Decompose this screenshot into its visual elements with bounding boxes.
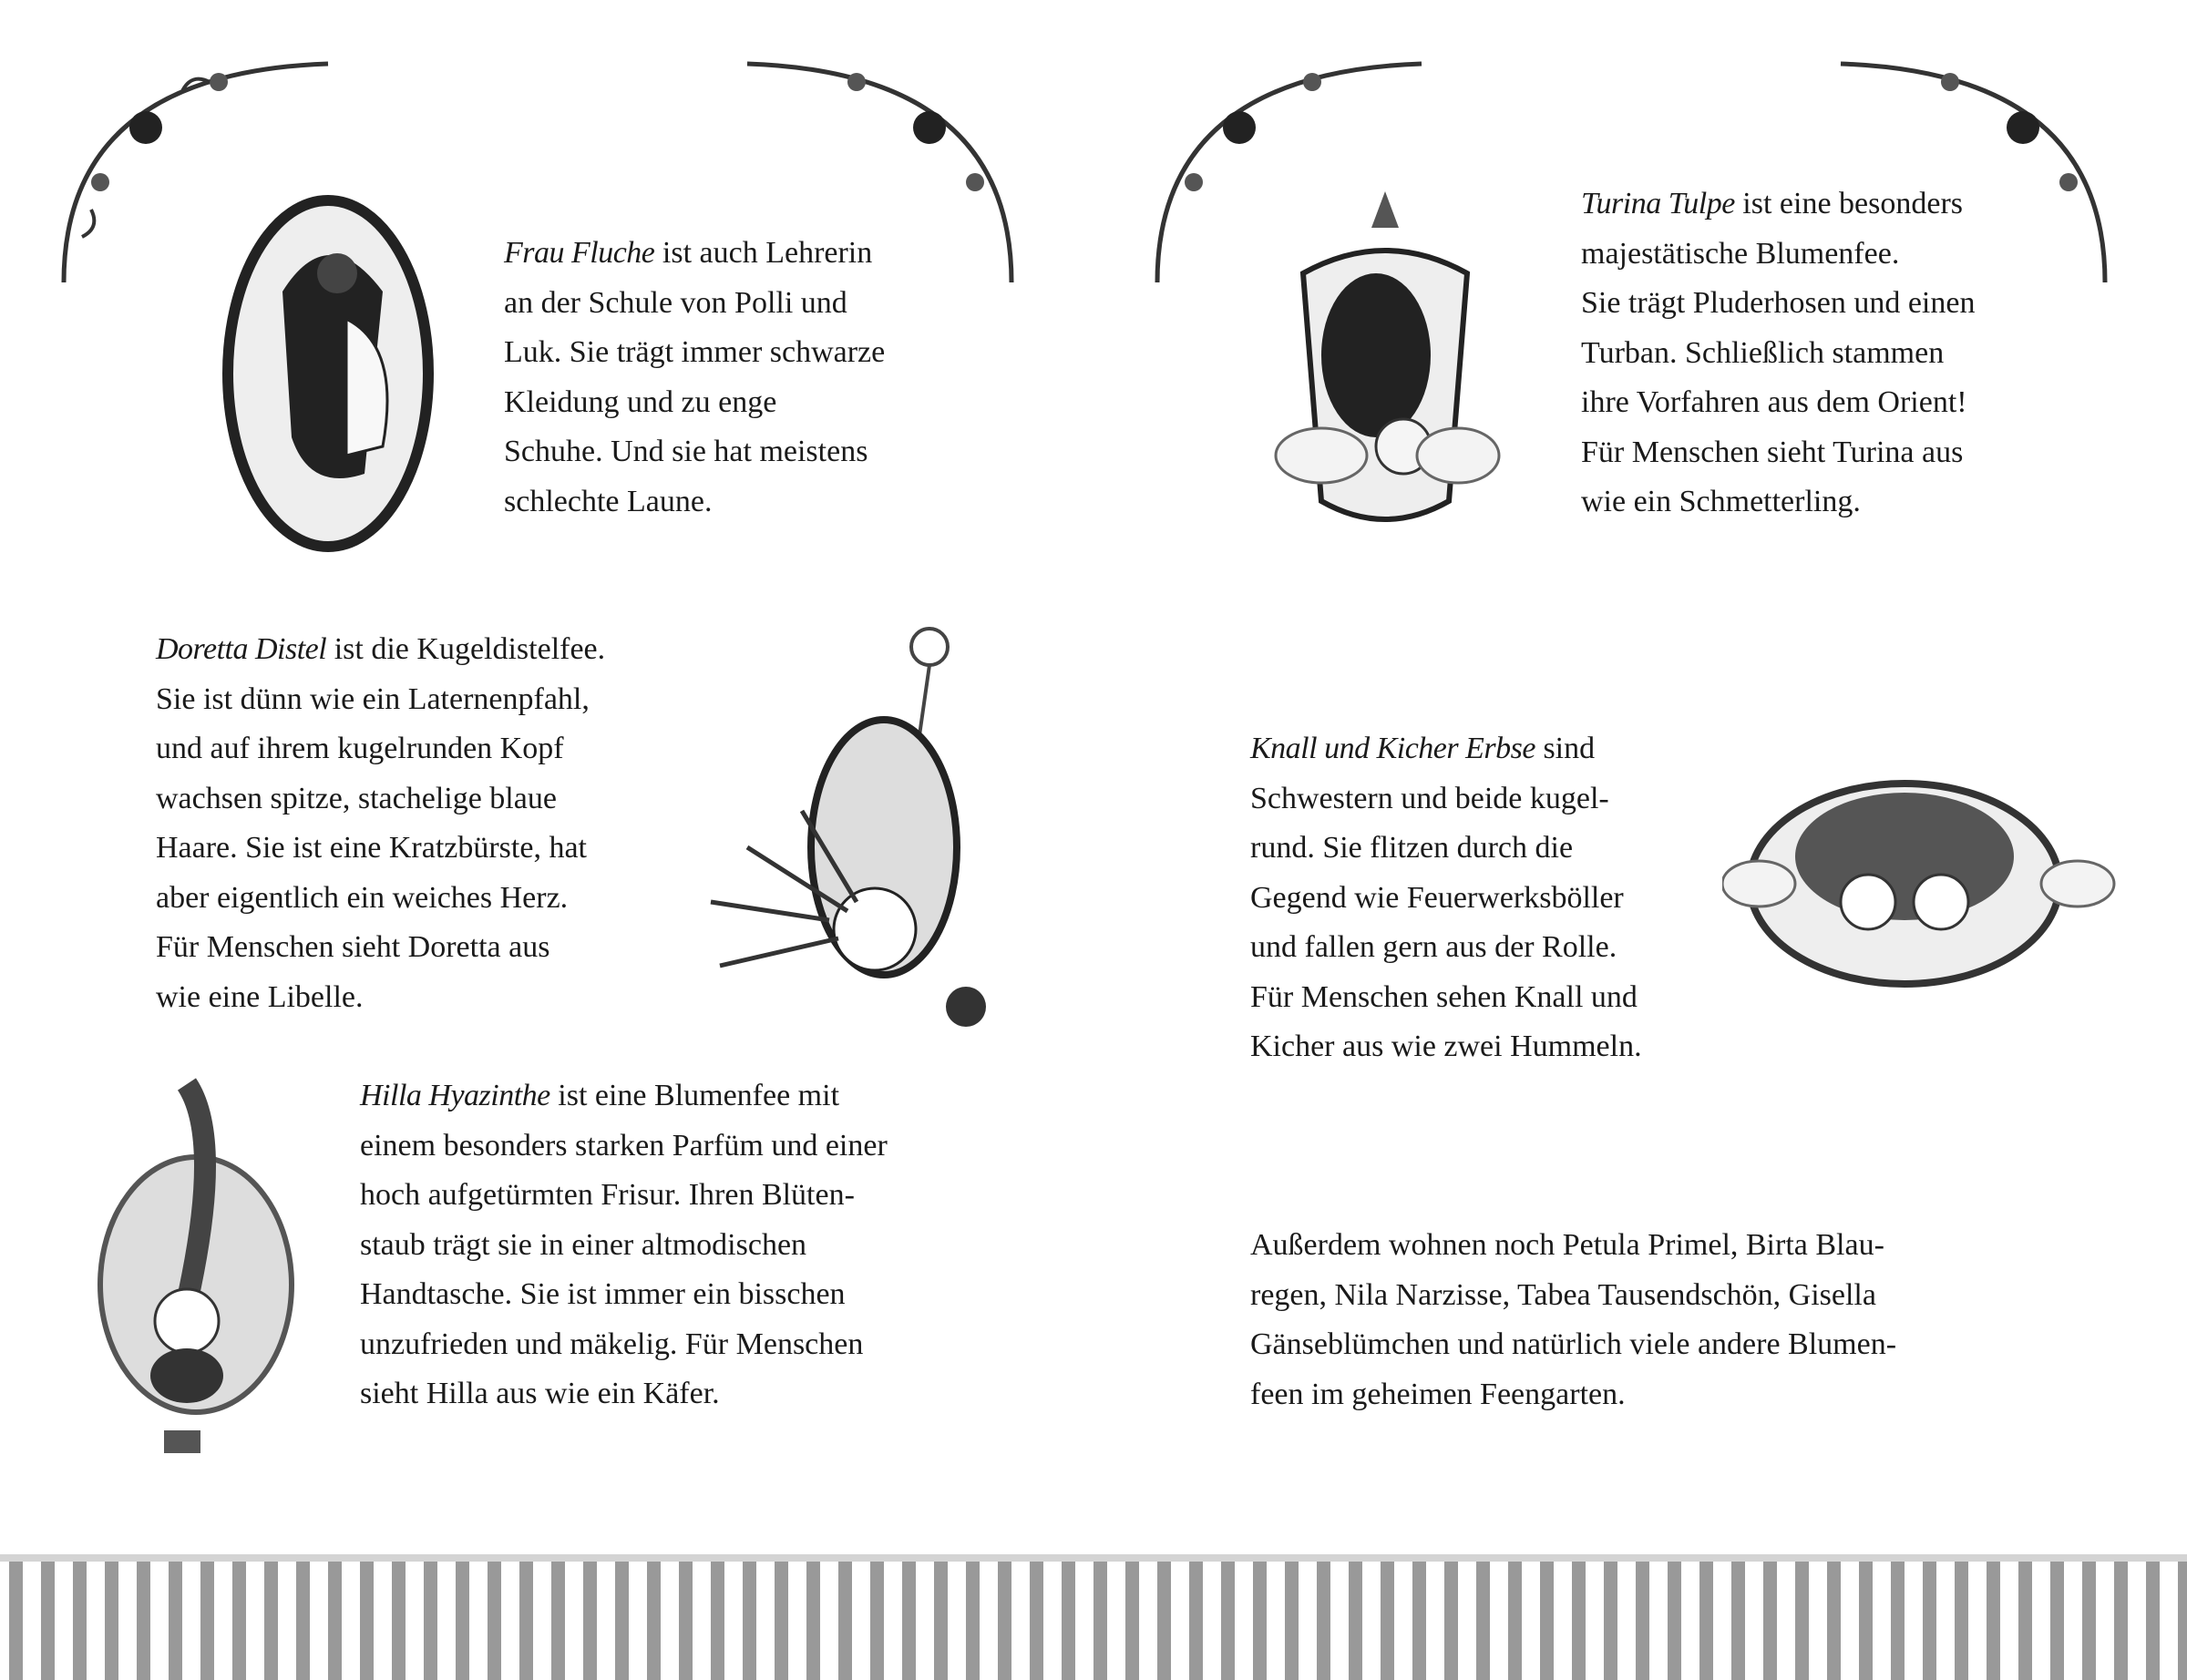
text-line: wie ein Schmetterling. — [1581, 485, 1861, 518]
text-line: sieht Hilla aus wie ein Käfer. — [360, 1377, 720, 1410]
text-line: Gänseblümchen und natürlich viele andere Blumen- — [1250, 1327, 1897, 1361]
frau-fluche-portrait — [200, 182, 456, 565]
text-line: Für Menschen sehen Knall und — [1250, 979, 1638, 1014]
text-line: ihre Vorfahren aus dem Orient! — [1581, 385, 1967, 419]
doretta-distel-illustration — [693, 620, 1021, 1048]
text-line: Sie trägt Pluderhosen und einen — [1581, 286, 1976, 320]
text-line: Sie ist dünn wie ein Laternenpfahl, — [156, 681, 590, 716]
text-line: rund. Sie flitzen durch die — [1250, 831, 1574, 865]
text-line: hoch aufgetürmten Frisur. Ihren Blüten- — [360, 1178, 855, 1212]
text-line: Kleidung und zu enge — [504, 384, 777, 419]
text-line: Außerdem wohnen noch Petula Primel, Birta Blau- — [1250, 1228, 1884, 1262]
knall-kicher-erbse-description — [1250, 724, 1642, 1072]
knall-kicher-erbse-illustration — [1722, 747, 2123, 1020]
text-line: majestätische Blumenfee. — [1581, 236, 1900, 271]
hilla-hyazinthe-illustration — [87, 1066, 305, 1467]
character-name: Hilla Hyazinthe — [360, 1079, 550, 1112]
text-line: Kicher aus wie zwei Hummeln. — [1250, 1030, 1642, 1063]
striped-border-decoration — [0, 1554, 2187, 1680]
text-line: Haare. Sie ist eine Kratzbürste, hat — [156, 831, 587, 865]
text-line: Gegend wie Feuerwerksböller — [1250, 880, 1624, 915]
text-line: Für Menschen sieht Doretta aus — [156, 930, 550, 964]
text-line: schlechte Laune. — [504, 484, 713, 518]
text-line: Handtasche. Sie ist immer ein bisschen — [360, 1277, 846, 1311]
frau-fluche-description — [504, 229, 885, 527]
text-line: einem besonders starken Parfüm und einer — [360, 1128, 888, 1163]
text-line: Turban. Schließlich stammen — [1581, 335, 1945, 370]
turina-tulpe-description — [1581, 179, 1975, 528]
text-line: unzufrieden und mäkelig. Für Menschen — [360, 1327, 864, 1361]
text-line: ist eine Blumenfee mit — [549, 1079, 840, 1112]
text-line: wachsen spitze, stachelige blaue — [156, 781, 557, 815]
doretta-distel-description — [156, 625, 605, 1022]
ausserdem-paragraph — [1250, 1221, 1896, 1419]
character-name: Doretta Distel — [156, 632, 327, 666]
text-line: ist auch Lehrerin — [654, 236, 873, 270]
text-line: und fallen gern aus der Rolle. — [1250, 930, 1617, 964]
text-line: Luk. Sie trägt immer schwarze — [504, 335, 886, 369]
hilla-hyazinthe-description — [360, 1071, 888, 1419]
text-line: sind — [1535, 732, 1596, 765]
text-line: staub trägt sie in einer altmodischen — [360, 1227, 807, 1262]
text-line: an der Schule von Polli und — [504, 285, 847, 320]
text-line: Schwestern und beide kugel- — [1250, 781, 1609, 815]
striped-border-top-edge — [0, 1554, 2187, 1562]
turina-tulpe-illustration — [1267, 173, 1504, 592]
text-line: Für Menschen sieht Turina aus — [1581, 435, 1964, 469]
text-line: regen, Nila Narzisse, Tabea Tausendschön, Gisella — [1250, 1277, 1876, 1312]
text-line: wie eine Libelle. — [156, 979, 364, 1014]
character-name: Turina Tulpe — [1581, 187, 1735, 220]
text-line: Schuhe. Und sie hat meistens — [504, 435, 868, 468]
character-name: Frau Fluche — [504, 236, 655, 270]
text-line: aber eigentlich ein weiches Herz. — [156, 880, 569, 915]
text-line: und auf ihrem kugelrunden Kopf — [156, 732, 564, 765]
character-name: Knall und Kicher Erbse — [1250, 732, 1535, 765]
text-line: ist eine besonders — [1734, 187, 1963, 220]
text-line: feen im geheimen Feengarten. — [1250, 1377, 1626, 1411]
text-line: ist die Kugeldistelfee. — [326, 632, 606, 666]
